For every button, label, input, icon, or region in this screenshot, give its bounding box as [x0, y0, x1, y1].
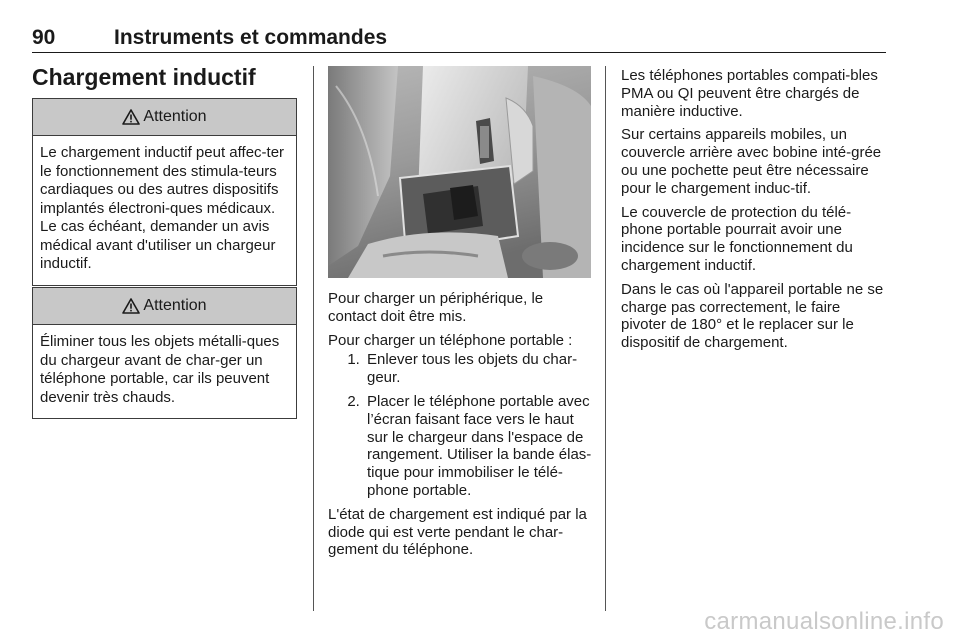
- paragraph: Pour charger un téléphone portable :: [328, 331, 573, 349]
- list-item: 1. Enlever tous les objets du char-geur.: [364, 351, 593, 387]
- chapter-title: Instruments et commandes: [114, 26, 388, 49]
- page-header: [32, 22, 886, 53]
- charging-steps-list: [328, 351, 593, 499]
- warning-header: [33, 288, 296, 325]
- paragraph: L'état de chargement est indiqué par la diode qui est verte pendant le char-gement du téléphone.: [328, 505, 587, 559]
- column-divider: [605, 66, 606, 611]
- paragraph: Le couvercle de protection du télé-phone portable pourrait avoir une incidence sur le fonctionnement du chargement inductif.: [621, 203, 853, 274]
- paragraph: Les téléphones portables compati-bles PMA ou QI peuvent être chargés de manière inductive.: [621, 67, 878, 120]
- paragraph: Sur certains appareils mobiles, un couvercle arrière avec bobine inté-grée ou une pochette peut être nécessaire pour le chargement induc-tif.: [621, 126, 882, 197]
- list-item: 2. Placer le téléphone portable avec l’écran faisant face vers le haut sur le chargeur dans l'espace de rangement. Utiliser la bande élas-tique pour immobiliser le télé-phone portable.: [364, 393, 593, 500]
- paragraph: Dans le cas où l'appareil portable ne se charge pas correctement, le faire pivoter de 180° et le replacer sur le dispositif de chargement.: [621, 280, 884, 352]
- middle-column-text: [328, 290, 593, 565]
- warning-box-pacemaker: [32, 98, 297, 286]
- right-column-text: [621, 67, 887, 358]
- warning-box-metal-objects: [32, 287, 297, 419]
- warning-title: Attention: [143, 108, 207, 125]
- watermark: carmanualsonline.info: [704, 608, 944, 635]
- warning-text: Éliminer tous les objets métalli-ques du chargeur avant de char-ger un téléphone portable, car ils peuvent devenir très chauds.: [40, 333, 280, 406]
- warning-triangle-icon: [122, 298, 140, 314]
- paragraph: Pour charger un périphérique, le contact doit être mis.: [328, 290, 544, 325]
- column-divider: [313, 66, 314, 611]
- warning-title: Attention: [143, 297, 207, 314]
- charger-compartment-photo: [328, 66, 591, 278]
- warning-text: Le chargement inductif peut affec-ter le fonctionnement des stimula-teurs cardiaques ou des autres dispositifs implantés électroni-ques médicaux. Le cas échéant, demander un avis médical avant d'utiliser un chargeur inductif.: [40, 144, 285, 272]
- page-number: 90: [32, 26, 56, 49]
- section-title: Chargement inductif: [32, 64, 256, 90]
- warning-header: [33, 99, 296, 136]
- warning-triangle-icon: [122, 109, 140, 125]
